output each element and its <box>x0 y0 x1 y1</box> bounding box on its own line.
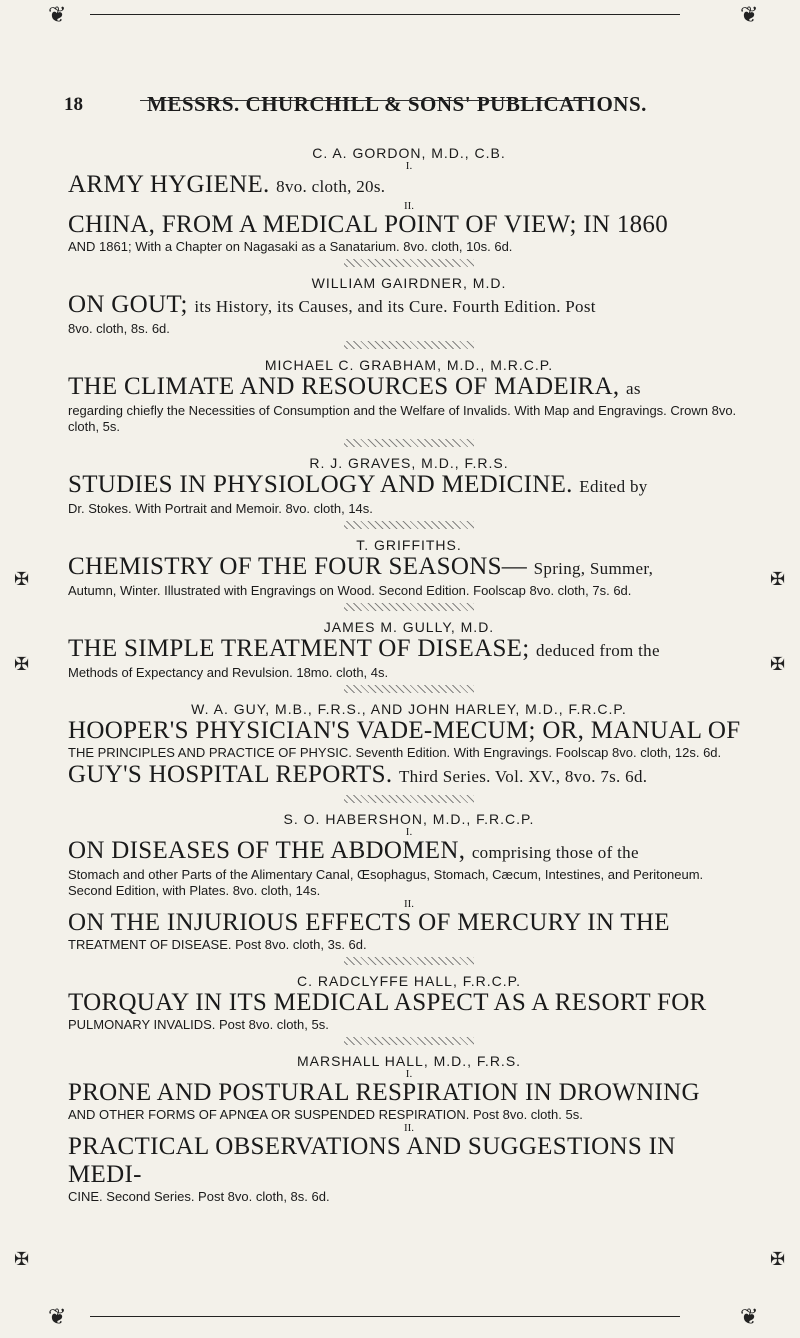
catalogue-body <box>68 145 750 1205</box>
side-ornament-right-icon: ✠ <box>770 569 786 589</box>
book-title <box>68 989 750 1017</box>
author-heading: MARSHALL HALL, M.D., F.R.S. <box>296 1053 522 1069</box>
book-title <box>68 471 750 501</box>
title-tail: its History, its Causes, and its Cure. Fourth Edition. Post <box>194 297 596 316</box>
author-entry <box>68 537 750 611</box>
title-tail: Spring, Summer, <box>533 559 654 578</box>
author-heading: C. A. GORDON, M.D., C.B. <box>312 145 506 161</box>
title-text: ON DISEASES OF THE ABDOMEN, <box>68 837 466 864</box>
volume-number: I. <box>405 160 413 172</box>
fleuron-top-left-icon: ❦ <box>48 2 67 27</box>
book-title <box>68 291 750 321</box>
book-description: Dr. Stokes. With Portrait and Memoir. 8vo. cloth, 14s. <box>68 501 373 516</box>
side-ornament-left-icon: ✠ <box>14 654 30 674</box>
author-entry <box>68 357 750 447</box>
title-text: HOOPER'S PHYSICIAN'S VADE-MECUM; OR, MANUAL OF <box>68 717 741 744</box>
side-ornament-left-icon: ✠ <box>14 569 30 589</box>
top-border-rule <box>90 14 680 15</box>
fleuron-bottom-left-icon: ❦ <box>48 1304 67 1329</box>
side-ornament-right-icon: ✠ <box>770 1249 786 1269</box>
book-title <box>68 553 750 583</box>
book-description: regarding chiefly the Necessities of Consumption and the Welfare of Invalids. With Map and Engravings. Crown 8vo. cloth, 5s. <box>68 403 737 434</box>
book-description: 8vo. cloth, 8s. 6d. <box>68 321 170 336</box>
title-tail: deduced from the <box>536 641 660 660</box>
book-description: PULMONARY INVALIDS. Post 8vo. cloth, 5s. <box>68 1017 329 1032</box>
running-title: MESSRS. CHURCHILL & SONS' PUBLICATIONS. <box>147 92 647 116</box>
wavy-divider <box>344 957 474 965</box>
volume-number: I. <box>405 1068 413 1080</box>
fleuron-top-right-icon: ❦ <box>740 2 759 27</box>
title-tail: Third Series. Vol. XV., 8vo. 7s. 6d. <box>398 767 648 786</box>
side-ornament-left-icon: ✠ <box>14 1249 30 1269</box>
book-title <box>68 1133 750 1189</box>
author-entry <box>68 275 750 349</box>
author-entry <box>68 1053 750 1205</box>
title-tail: 8vo. cloth, 20s. <box>276 177 386 196</box>
author-entry <box>68 811 750 965</box>
fleuron-bottom-right-icon: ❦ <box>740 1304 759 1329</box>
wavy-divider <box>344 341 474 349</box>
header-rule <box>140 100 590 101</box>
book-description: THE PRINCIPLES AND PRACTICE OF PHYSIC. Seventh Edition. With Engravings. Foolscap 8vo. cloth, 12s. 6d. <box>68 745 722 760</box>
title-text: PRONE AND POSTURAL RESPIRATION IN DROWNING <box>68 1079 700 1106</box>
title-text: CHEMISTRY OF THE FOUR SEASONS— <box>68 553 528 580</box>
book-title <box>68 837 750 867</box>
book-description: Autumn, Winter. Illustrated with Engravings on Wood. Second Edition. Foolscap 8vo. cloth, 7s. 6d. <box>68 583 632 598</box>
author-entry <box>68 145 750 267</box>
author-heading: WILLIAM GAIRDNER, M.D. <box>311 275 507 291</box>
side-ornament-right-icon: ✠ <box>770 654 786 674</box>
title-text: TORQUAY IN ITS MEDICAL ASPECT AS A RESORT FOR <box>68 989 707 1016</box>
book-title <box>68 761 750 791</box>
title-text: ON GOUT; <box>68 291 188 318</box>
volume-number: II. <box>403 200 415 212</box>
title-text: ON THE INJURIOUS EFFECTS OF MERCURY IN THE <box>68 909 670 936</box>
title-text: THE CLIMATE AND RESOURCES OF MADEIRA, <box>68 373 620 400</box>
author-heading: T. GRIFFITHS. <box>356 537 462 553</box>
author-entry <box>68 973 750 1045</box>
author-heading: W. A. GUY, M.B., F.R.S., AND JOHN HARLEY, M.D., F.R.C.P. <box>191 701 627 717</box>
author-entry <box>68 619 750 693</box>
title-text: THE SIMPLE TREATMENT OF DISEASE; <box>68 635 530 662</box>
book-title <box>68 717 750 745</box>
author-heading: JAMES M. GULLY, M.D. <box>323 619 495 635</box>
author-heading: C. RADCLYFFE HALL, F.R.C.P. <box>296 973 522 989</box>
book-title <box>68 909 750 937</box>
wavy-divider <box>344 439 474 447</box>
book-description: CINE. Second Series. Post 8vo. cloth, 8s. 6d. <box>68 1189 330 1204</box>
title-text: CHINA, FROM A MEDICAL POINT OF VIEW; IN 1860 <box>68 211 669 238</box>
book-title <box>68 635 750 665</box>
book-description: TREATMENT OF DISEASE. Post 8vo. cloth, 3s. 6d. <box>68 937 367 952</box>
wavy-divider <box>344 603 474 611</box>
page-number: 18 <box>64 94 83 115</box>
title-text: STUDIES IN PHYSIOLOGY AND MEDICINE. <box>68 471 573 498</box>
volume-number: II. <box>403 1122 415 1134</box>
book-title <box>68 211 750 239</box>
author-heading: S. O. HABERSHON, M.D., F.R.C.P. <box>283 811 535 827</box>
title-tail: comprising those of the <box>471 843 639 862</box>
book-description: Stomach and other Parts of the Alimentary Canal, Œsophagus, Stomach, Cæcum, Intestines, and Peritoneum. Second Edition, with Plates. 8vo. cloth, 14s. <box>68 867 704 898</box>
wavy-divider <box>344 1037 474 1045</box>
volume-number: I. <box>405 826 413 838</box>
title-tail: as <box>625 379 641 398</box>
title-text: PRACTICAL OBSERVATIONS AND SUGGESTIONS IN MEDI- <box>68 1133 676 1188</box>
book-title <box>68 373 750 403</box>
book-title <box>68 171 750 201</box>
book-description: Methods of Expectancy and Revulsion. 18mo. cloth, 4s. <box>68 665 389 680</box>
title-text: ARMY HYGIENE. <box>68 171 270 198</box>
book-description: AND 1861; With a Chapter on Nagasaki as a Sanatarium. 8vo. cloth, 10s. 6d. <box>68 239 513 254</box>
wavy-divider <box>344 795 474 803</box>
author-heading: MICHAEL C. GRABHAM, M.D., M.R.C.P. <box>264 357 554 373</box>
wavy-divider <box>344 685 474 693</box>
title-text: GUY'S HOSPITAL REPORTS. <box>68 761 393 788</box>
wavy-divider <box>344 521 474 529</box>
wavy-divider <box>344 259 474 267</box>
author-entry <box>68 701 750 803</box>
book-description: AND OTHER FORMS OF APNŒA OR SUSPENDED RESPIRATION. Post 8vo. cloth. 5s. <box>68 1107 583 1122</box>
bottom-border-rule <box>90 1316 680 1317</box>
title-tail: Edited by <box>579 477 648 496</box>
volume-number: II. <box>403 898 415 910</box>
author-heading: R. J. GRAVES, M.D., F.R.S. <box>309 455 509 471</box>
book-title <box>68 1079 750 1107</box>
author-entry <box>68 455 750 529</box>
